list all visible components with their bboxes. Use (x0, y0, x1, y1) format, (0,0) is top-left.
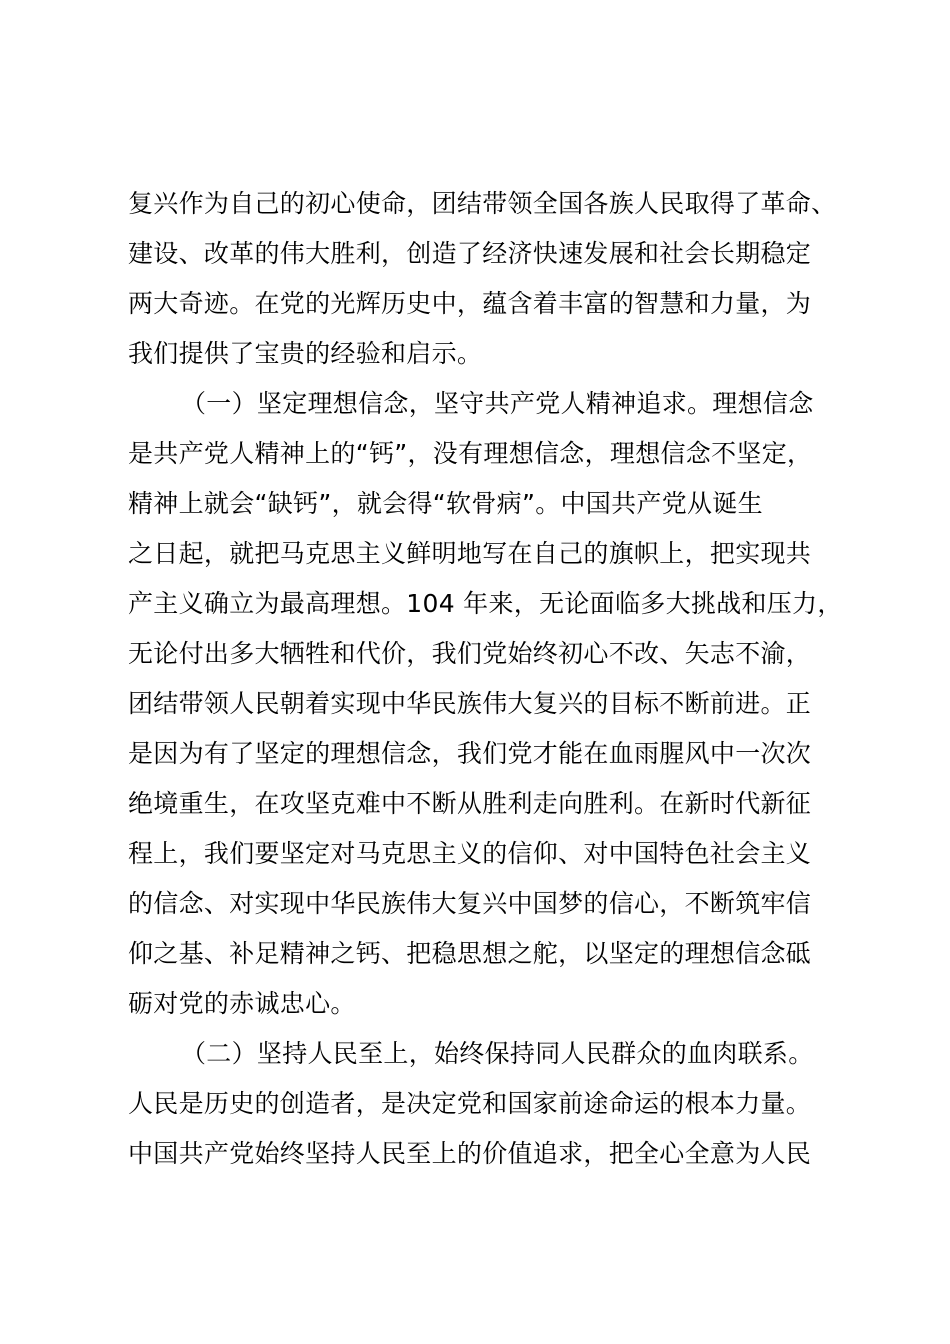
text-line: 建设、改革的伟大胜利，创造了经济快速发展和社会长期稳定 (128, 239, 812, 268)
text-line: 人民是历史的创造者，是决定党和国家前途命运的根本力量。 (128, 1089, 812, 1118)
text-line: 绝境重生，在攻坚克难中不断从胜利走向胜利。在新时代新征 (128, 789, 812, 818)
text-line: 之日起，就把马克思主义鲜明地写在自己的旗帜上，把实现共 (128, 539, 812, 568)
text-line: 无论付出多大牺牲和代价，我们党始终初心不改、矢志不渝， (128, 639, 812, 668)
text-line: 的信念、对实现中华民族伟大复兴中国梦的信心，不断筑牢信 (128, 889, 812, 918)
text-line: 我们提供了宝贵的经验和启示。 (128, 339, 483, 368)
text-line: 产主义确立为最高理想。104 年来，无论面临多大挑战和压力， (128, 589, 843, 618)
text-line: 团结带领人民朝着实现中华民族伟大复兴的目标不断前进。正 (128, 689, 812, 718)
text-line: 砺对党的赤诚忠心。 (128, 989, 356, 1018)
text-line: 是共产党人精神上的“钙”，没有理想信念，理想信念不坚定， (128, 439, 813, 468)
section-heading-2: （二）坚持人民至上，始终保持同人民群众的血肉联系。 (181, 1039, 814, 1068)
section-heading-1: （一）坚定理想信念，坚守共产党人精神追求。理想信念 (181, 389, 814, 418)
text-line: 是因为有了坚定的理想信念，我们党才能在血雨腥风中一次次 (128, 739, 812, 768)
text-line: 中国共产党始终坚持人民至上的价值追求，把全心全意为人民 (128, 1139, 812, 1168)
text-line: 复兴作为自己的初心使命，团结带领全国各族人民取得了革命、 (128, 189, 837, 218)
text-line: 仰之基、补足精神之钙、把稳思想之舵，以坚定的理想信念砥 (128, 939, 812, 968)
text-line: 精神上就会“缺钙”，就会得“软骨病”。中国共产党从诞生 (128, 489, 763, 518)
text-line: 两大奇迹。在党的光辉历史中，蕴含着丰富的智慧和力量，为 (128, 289, 812, 318)
text-line: 程上，我们要坚定对马克思主义的信仰、对中国特色社会主义 (128, 839, 812, 868)
